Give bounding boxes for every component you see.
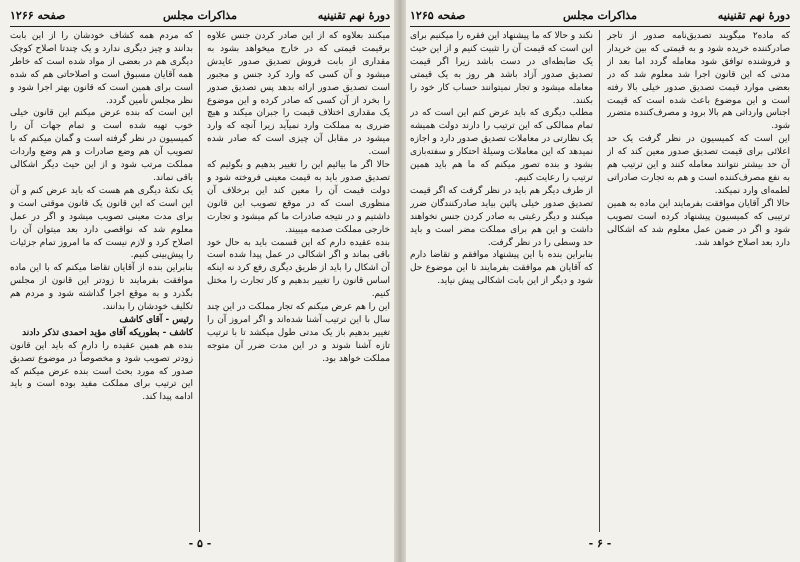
page-footer-number: - ۵ - <box>188 537 212 550</box>
book-gutter <box>394 0 406 562</box>
right-page-header <box>410 6 790 27</box>
paragraph: از طرف دیگر هم باید در نظر گرفت که اگر قیمت تصدیق صدور خیلی پائین بیاید صادرکنندگان ضرر میکنند و دیگر رغبتی به صادر کردن جنس نخواهند داشت و این هم برای مملکت مضر است و باید حد وسطی را در نظر گرفت. <box>410 185 593 248</box>
paragraph: یک نکتهٔ دیگری هم هست که باید عرض کنم و آن این است که این قانون یک قانون موقتی است و برای مدت معینی تصویب میشود و اگر در عمل معلوم شد که نواقصی دارد بعد میتوان آن را اصلاح کرد و لازم نیست که ما امروز تمام جزئیات را پیش‌بینی کنیم. <box>10 185 193 261</box>
text-column-right <box>207 30 390 532</box>
text-columns <box>410 30 790 532</box>
text-column-left <box>10 30 193 532</box>
paragraph: بنابراین بنده با این پیشنهاد موافقم و تقاضا دارم که آقایان هم موافقت بفرمایند تا این موضوع حل شود و دیگر از این بابت اشکالی پیش نیاید. <box>410 250 593 287</box>
paragraph: نکند و حالا که ما پیشنهاد این فقره را میکنیم برای این است که قیمت آن را تثبیت کنیم و از این حیث یک ضابطه‌ای در دست باشد زیرا اگر قیمت تصدیق صدور آزاد باشد هر روز به یک قیمتی معامله میشود و تجار نمیتوانند حساب کار خود را بکنند. <box>410 31 593 106</box>
paragraph: بنده عقیده دارم که این قسمت باید به حال خود باقی بماند و اگر اشکالی در عمل پیدا شده است آن اشکال را باید از طریق دیگری رفع کرد نه اینکه اساس قانون را تغییر بدهیم و کار تجارت را مختل کنیم. <box>207 237 390 300</box>
page-number: صفحه ۱۲۶۵ <box>410 9 466 22</box>
left-page <box>10 6 390 554</box>
paragraph: بنده هم همین عقیده را دارم که باید این قانون زودتر تصویب شود و مخصوصاً در موضوع تصدیق صدور که مورد بحث است بنده عرض میکنم که این ترتیب برای مملکت مفید بوده است و باید ادامه پیدا کند. <box>10 340 193 403</box>
page-footer-number: - ۶ - <box>588 537 612 550</box>
text-column-left <box>410 30 593 532</box>
paragraph: این است که بنده عرض میکنم این قانون خیلی خوب تهیه شده است و تمام جهات آن را کمیسیون در نظر گرفته است و گمان میکنم که با تصویب آن هم وضع صادرات و هم وضع واردات مملکت مرتب شود و از این حیث دیگر اشکالی باقی نماند. <box>10 108 193 183</box>
page-title: مذاکرات مجلس <box>163 9 237 22</box>
text-columns <box>10 30 390 532</box>
page-title: مذاکرات مجلس <box>563 9 637 22</box>
paragraph: این است که کمیسیون در نظر گرفت یک حد اعلائی برای قیمت تصدیق صدور معین کند که از آن حد بیشتر نتوانند معامله کنند و این ترتیب هم به نفع مصرف‌کننده است و هم به تجارت صادراتی لطمه‌ای وارد نمیکند. <box>607 134 790 196</box>
paragraph: مطلب دیگری که باید عرض کنم این است که در تمام ممالکی که این ترتیب را دارند دولت همیشه یک نظارتی در معاملات تصدیق صدور دارد و اجازه نمیدهد که این معاملات وسیلهٔ احتکار و سفته‌بازی بشود و بنده تصور میکنم که ما هم باید همین ترتیب را رعایت کنیم. <box>410 108 593 183</box>
session-title: دورهٔ نهم تقنینیه <box>317 9 390 22</box>
paragraph: که مردم همه کشاف خودشان را از این بابت بدانند و چیز دیگری ندارد و یک چندتا اصلاح کوچک دیگری هم در بعضی از مواد شده است که خاطر همه آقایان مسبوق است و اصلاحاتی هم که شده است برای همین است که قانون بهتر اجرا شود و نظر مجلس تأمین گردد. <box>10 31 193 106</box>
text-column-right <box>607 30 790 532</box>
paragraph: حالا اگر آقایان موافقت بفرمایند این ماده به همین ترتیبی که کمیسیون پیشنهاد کرده است تصویب شود و اگر در ضمن عمل معلوم شد که اشکالی دارد بعد اصلاح خواهد شد. <box>607 198 790 248</box>
right-page <box>410 6 790 554</box>
column-divider <box>199 30 200 532</box>
page-number: صفحه ۱۲۶۶ <box>10 9 66 22</box>
left-page-header <box>10 6 390 27</box>
paragraph: میکنند بعلاوه که از این صادر کردن جنس علاوه برقیمت قیمتی که در خارج میخواهد بشود به مقداری از بابت فروش تصدیق صدور عایدش میشود و آن کسی که وارد کرد جنس و مجبور است تصدیق صدور ارائه بدهد پس تصدیق صدور را بخرد از آن کسی که صادر کرده و این موضوع یک مقداری اختلاف قیمت را جبران میکند و هیچ ضرری به مملکت وارد نمیآید زیرا آنچه که وارد میشود در مقابل آن چیزی است که صادر شده است. <box>207 31 390 158</box>
speaker-line: رئیس - آقای کاشف <box>119 314 193 325</box>
paragraph: این را هم عرض میکنم که تجار مملکت در این چند سال با این ترتیب آشنا شده‌اند و اگر امروز آن را تغییر بدهیم باز یک مدتی طول میکشد تا با ترتیب تازه آشنا شوند و در این مدت ضرر آن متوجه مملکت خواهد بود. <box>207 302 390 364</box>
paragraph: که ماده۲ میگویند تصدیق‌نامه صدور از تاجر صادرکننده خریده شود و به قیمتی که بین خریدار و فروشنده توافق شود معامله گردد اما بعد از مدتی که این قانون اجرا شد معلوم شد که در بعضی موارد قیمت تصدیق صدور خیلی بالا رفته است و این موضوع باعث شده است که قیمت اجناس وارداتی هم بالا برود و مصرف‌کننده متضرر شود. <box>607 31 790 132</box>
paragraph: حالا اگر ما بیائیم این را تغییر بدهیم و بگوئیم که تصدیق صدور باید به قیمت معینی فروخته شود و دولت قیمت آن را معین کند این برخلاف آن منظوری است که در موقع تصویب این قانون داشتیم و در نتیجه صادرات ما کم میشود و تجارت خارجی مملکت صدمه میبیند. <box>207 160 390 235</box>
speaker-line: کاشف - بطوریکه آقای مؤید احمدی تذکر دادند <box>22 327 193 338</box>
paragraph: بنابراین بنده از آقایان تقاضا میکنم که با این ماده موافقت بفرمایند تا زودتر این قانون از مجلس بگذرد و به موقع اجرا گذاشته شود و مردم هم تکلیف خودشان را بدانند. <box>10 263 193 313</box>
session-title: دورهٔ نهم تقنینیه <box>717 9 790 22</box>
column-divider <box>599 30 600 532</box>
